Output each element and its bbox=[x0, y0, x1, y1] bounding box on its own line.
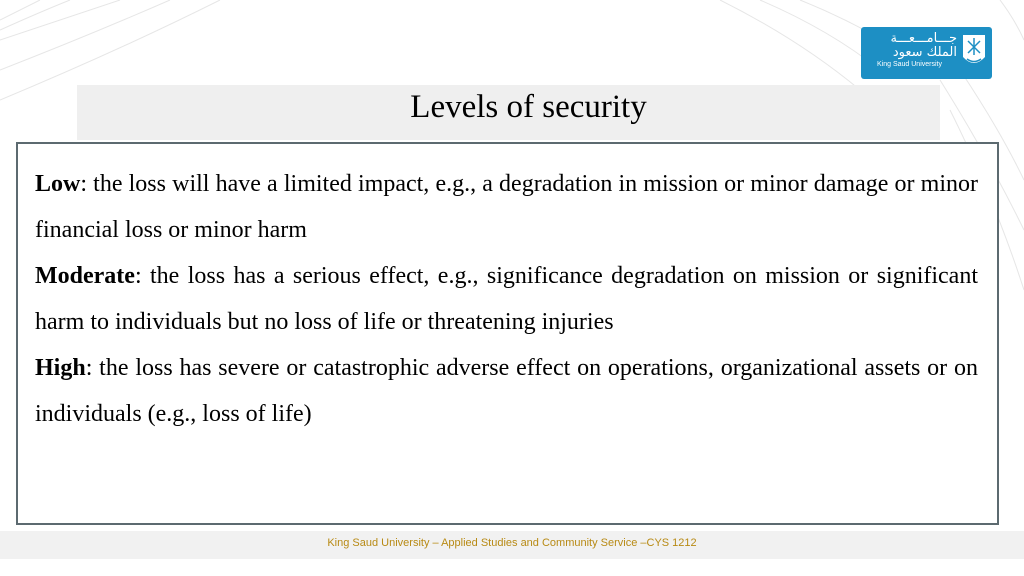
logo-english-text: King Saud University bbox=[877, 61, 942, 68]
level-description: : the loss will have a limited impact, e.g., a degradation in mission or minor damage or minor financial loss or minor harm bbox=[35, 171, 978, 243]
level-item-high bbox=[35, 345, 978, 437]
footer-text: King Saud University – Applied Studies and Community Service –CYS 1212 bbox=[327, 537, 697, 549]
security-levels-list bbox=[35, 161, 978, 437]
university-seal-icon bbox=[961, 33, 987, 71]
level-item-moderate bbox=[35, 253, 978, 345]
content-box bbox=[16, 142, 999, 525]
title-bar bbox=[77, 85, 940, 140]
logo-arabic-text bbox=[869, 32, 957, 60]
level-term: High bbox=[35, 355, 86, 381]
level-description: : the loss has a serious effect, e.g., significance degradation on mission or significant harm to individuals but no loss of life or threatening injuries bbox=[35, 263, 978, 335]
level-term: Low bbox=[35, 171, 81, 197]
level-item-low bbox=[35, 161, 978, 253]
logo-arabic-line2: الملك سعود bbox=[892, 45, 957, 60]
slide-title: Levels of security bbox=[410, 89, 647, 125]
level-description: : the loss has severe or catastrophic adverse effect on operations, organizational assets or on individuals (e.g., loss of life) bbox=[35, 355, 978, 427]
level-term: Moderate bbox=[35, 263, 135, 289]
university-logo bbox=[861, 27, 992, 79]
logo-arabic-line1: جـــامـــعـــة bbox=[890, 31, 957, 46]
